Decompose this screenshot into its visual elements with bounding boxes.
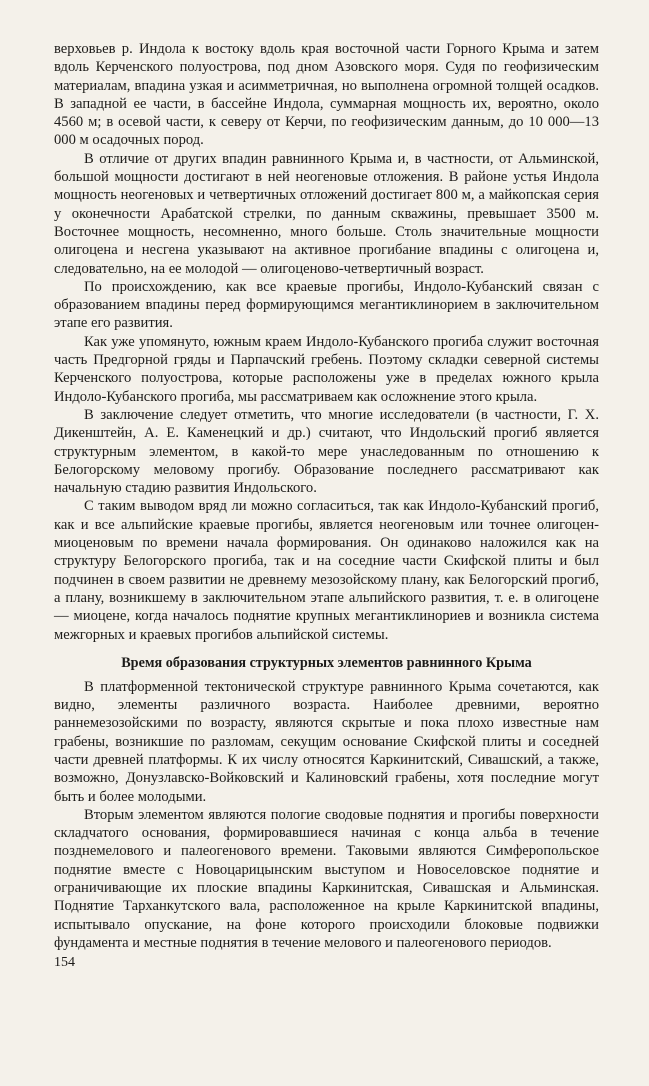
paragraph-southern-edge: Как уже упомянуто, южным краем Индоло-Кубанского прогиба служит восточная часть Предгорной гряды и Парпачский гребень. Поэтому складки северной системы Керченского полуострова, которые расположены уже в пределах южного крыла Индоло-Кубанского прогиба, мы рассматриваем как осложнение этого крыла.	[54, 333, 599, 405]
page-body	[54, 40, 599, 972]
paragraph-conclusion: С таким выводом вряд ли можно согласиться, так как Индоло-Кубанский прогиб, как и все альпийские краевые прогибы, является неогеновым или точнее олигоцен-миоценовым по времени начала формирования. Он одинаково наложился как на структуру Белогорского прогиба, так и на соседние части Скифской плиты и был подчинен в своем развитии не древнему мезозойскому плану, как Белогорский прогиб, а плану, возникшему в заключительном этапе альпийского развития, т. е. в олигоцене — миоцене, когда началось поднятие крупных мегантиклинориев и возникла система межгорных и краевых прогибов альпийской системы.	[54, 498, 599, 643]
paragraph-continued: верховьев р. Индола к востоку вдоль края восточной части Горного Крыма и затем вдоль Керченского полуострова, под дном Азовского моря. Судя по геофизическим материалам, впадина узкая и асимметричная, но выполнена огромной толщей осадков. В западной ее части, в бассейне Индола, суммарная мощность их, вероятно, около 4560 м; в осевой части, к северу от Керчи, по геофизическим данным, до 10 000—13 000 м осадочных пород.	[54, 41, 599, 149]
page-number: 154	[54, 955, 75, 971]
paragraph-uplifts: Вторым элементом являются пологие сводовые поднятия и прогибы поверхности складчатого основания, формировавшиеся начиная с конца альба в течение позднемелового и палеогенового времени. Таковыми являются Симферопольское поднятие вместе с Новоцарицынским выступом и Новоселовское поднятие и ограничивающие их плоские впадины Каркинитская, Сивашская и Альминская. Поднятие Тарханкутского вала, расположенное на крыле Каркинитской впадины, испытывало опускание, на фоне которого происходили блоковые подвижки фундамента и местные поднятия в течение мелового и палеогенового периодов.	[54, 806, 599, 951]
paragraph-researchers: В заключение следует отметить, что многие исследователи (в частности, Г. Х. Дикенштейн, А. Е. Каменецкий и др.) считают, что Индольский прогиб является структурным элементом, в какой-то мере унаследованным по отношению к Белогорскому меловому прогибу. Образование последнего рассматривают как начальную стадию развития Индольского.	[54, 406, 599, 497]
paragraph-origin: По происхождению, как все краевые прогибы, Индоло-Кубанский связан с образованием впадины перед формирующимся мегантиклинорием в заключительном этапе его развития.	[54, 278, 599, 332]
section-heading: Время образования структурных элементов равнинного Крыма	[121, 654, 532, 671]
paragraph-graben: В платформенной тектонической структуре равнинного Крыма сочетаются, как видно, элементы различного возраста. Наиболее древними, вероятно раннемезозойскими по возрасту, являются скрытые и пока плохо известные нам грабены, возникшие по разломам, секущим основание Скифской плиты и соседней части древней платформы. К их числу относятся Каркинитский, Сивашский, а также, возможно, Донузлавско-Войковский и Калиновский грабены, хотя последние могут быть и более молодыми.	[54, 678, 599, 805]
paragraph-neogene-thickness: В отличие от других впадин равнинного Крыма и, в частности, от Альминской, большой мощности достигают в ней неогеновые отложения. В районе устья Индола мощность неогеновых и четвертичных отложений достигает 800 м, а майкопская серия у оконечности Арабатской стрелки, по данным скважины, превышает 3500 м. Восточнее мощность, несомненно, много больше. Столь значительные мощности олигоцена и несгена указывают на активное прогибание впадины с олигоцена и, следовательно, на ее молодой — олигоценово-четвертичный возраст.	[54, 150, 599, 277]
